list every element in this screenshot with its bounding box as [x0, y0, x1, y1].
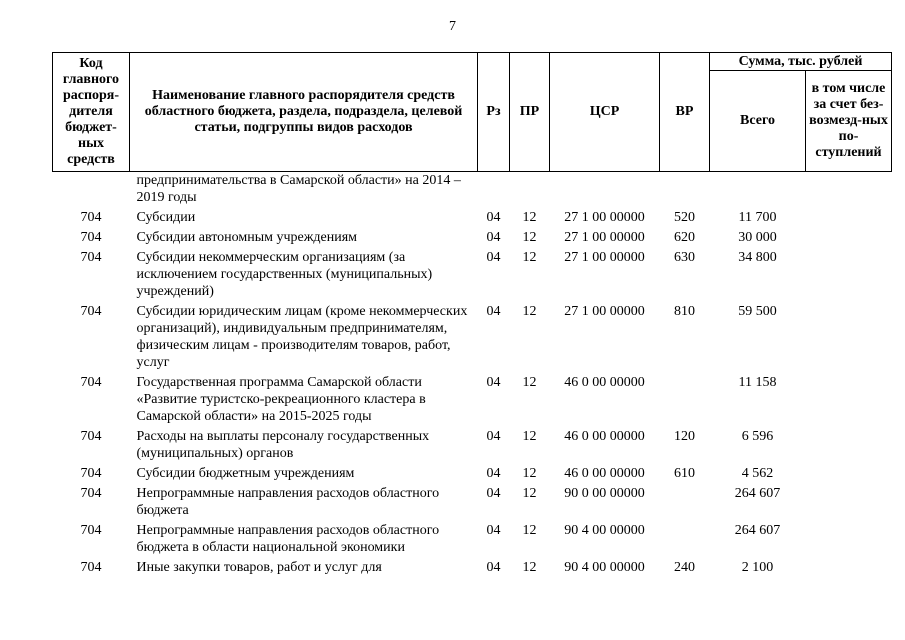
- header-total: Всего: [710, 71, 806, 172]
- cell-incl: [806, 374, 892, 428]
- cell-pr: 12: [522, 523, 537, 538]
- cell-total: 30 000: [738, 230, 777, 245]
- cell-incl: [806, 522, 892, 559]
- cell-vr: 240: [674, 560, 695, 575]
- cell-total: 264 607: [734, 523, 781, 538]
- cell-rz: 04: [486, 486, 501, 501]
- cell-rz: 04: [486, 560, 501, 575]
- cell-pr: 12: [522, 230, 537, 245]
- cell-rz: 04: [486, 230, 501, 245]
- header-sum: Сумма, тыс. рублей: [710, 53, 892, 71]
- cell-pr: 12: [522, 304, 537, 319]
- cell-rz: 04: [486, 210, 501, 225]
- cell-total: 11 700: [738, 210, 777, 225]
- cell-rz: 04: [486, 523, 501, 538]
- cell-code: 704: [80, 466, 102, 481]
- table-header: [53, 53, 892, 172]
- cell-name: Непрограммные направления расходов областного бюджета в области национальной экономики: [136, 523, 440, 555]
- cell-total: 264 607: [734, 486, 781, 501]
- cell-code: 704: [80, 486, 102, 501]
- cell-incl: [806, 428, 892, 465]
- cell-csr: 90 4 00 00000: [564, 523, 645, 538]
- cell-incl: [806, 229, 892, 249]
- cell-name: Непрограммные направления расходов областного бюджета: [136, 486, 440, 518]
- cell-incl: [806, 249, 892, 303]
- cell-pr: 12: [522, 375, 537, 390]
- table-row: [53, 559, 892, 579]
- cell-csr: 27 1 00 00000: [564, 210, 645, 225]
- cell-csr: 90 4 00 00000: [564, 560, 645, 575]
- cell-rz: 04: [486, 375, 501, 390]
- header-rz: Рз: [478, 53, 510, 172]
- cell-incl: [806, 172, 892, 210]
- cell-name: Субсидии юридическим лицам (кроме некоммерческих организаций), индивидуальным предпринимателям, физическим лицам - производителям товаров, работ, услуг: [136, 304, 468, 370]
- table-row: [53, 303, 892, 374]
- table-row: [53, 374, 892, 428]
- table-row: [53, 428, 892, 465]
- cell-name: Государственная программа Самарской области «Развитие туристско-рекреационного кластера в Самарской области» на 2015-2025 годы: [136, 375, 426, 424]
- cell-pr: 12: [522, 429, 537, 444]
- cell-vr: 520: [674, 210, 695, 225]
- cell-vr: 610: [674, 466, 695, 481]
- cell-rz: 04: [486, 250, 501, 265]
- cell-vr: 810: [674, 304, 695, 319]
- cell-total: [710, 172, 806, 210]
- header-csr: ЦСР: [550, 53, 660, 172]
- cell-vr: [660, 172, 710, 210]
- cell-csr: 27 1 00 00000: [564, 304, 645, 319]
- cell-rz: 04: [486, 304, 501, 319]
- cell-pr: [510, 172, 550, 210]
- cell-code: 704: [80, 304, 102, 319]
- table-body: [53, 172, 892, 580]
- cell-csr: [550, 172, 660, 210]
- cell-code: 704: [80, 523, 102, 538]
- cell-total: 2 100: [741, 560, 774, 575]
- cell-pr: 12: [522, 560, 537, 575]
- cell-name: Субсидии автономным учреждениям: [136, 230, 358, 245]
- cell-csr: 90 0 00 00000: [564, 486, 645, 501]
- cell-code: 704: [80, 230, 102, 245]
- table-row: [53, 209, 892, 229]
- cell-pr: 12: [522, 486, 537, 501]
- cell-rz: 04: [486, 466, 501, 481]
- cell-vr: [660, 485, 710, 522]
- cell-code: 704: [80, 429, 102, 444]
- cell-csr: 46 0 00 00000: [564, 429, 645, 444]
- cell-vr: [660, 374, 710, 428]
- cell-code: 704: [80, 250, 102, 265]
- header-incl: в том числе за счет без-возмезд-ных по-ступлений: [806, 71, 892, 172]
- cell-name: Расходы на выплаты персоналу государственных (муниципальных) органов: [136, 429, 430, 461]
- cell-total: 59 500: [738, 304, 777, 319]
- table-row: [53, 172, 892, 210]
- cell-pr: 12: [522, 250, 537, 265]
- cell-incl: [806, 485, 892, 522]
- cell-name: Иные закупки товаров, работ и услуг для: [136, 560, 382, 575]
- table-row: [53, 485, 892, 522]
- cell-vr: 120: [674, 429, 695, 444]
- cell-total: 6 596: [741, 429, 774, 444]
- cell-vr: 620: [674, 230, 695, 245]
- cell-code: 704: [80, 560, 102, 575]
- cell-pr: 12: [522, 210, 537, 225]
- cell-incl: [806, 559, 892, 579]
- table-row: [53, 522, 892, 559]
- cell-name: Субсидии: [136, 210, 196, 225]
- cell-code: [53, 172, 130, 210]
- cell-incl: [806, 209, 892, 229]
- cell-total: 4 562: [741, 466, 774, 481]
- cell-name: Субсидии некоммерческим организациям (за исключением государственных (муниципальных) учреждений): [136, 250, 433, 299]
- cell-rz: 04: [486, 429, 501, 444]
- cell-code: 704: [80, 210, 102, 225]
- cell-total: 11 158: [738, 375, 777, 390]
- cell-incl: [806, 465, 892, 485]
- cell-name: Субсидии бюджетным учреждениям: [136, 466, 355, 481]
- cell-vr: [660, 522, 710, 559]
- table-row: [53, 465, 892, 485]
- cell-csr: 46 0 00 00000: [564, 375, 645, 390]
- header-pr: ПР: [510, 53, 550, 172]
- cell-rz: [478, 172, 510, 210]
- header-code: Код главного распоря-дителя бюджет-ных средств: [53, 53, 130, 172]
- table-row: [53, 229, 892, 249]
- cell-csr: 46 0 00 00000: [564, 466, 645, 481]
- cell-csr: 27 1 00 00000: [564, 250, 645, 265]
- cell-csr: 27 1 00 00000: [564, 230, 645, 245]
- cell-pr: 12: [522, 466, 537, 481]
- cell-code: 704: [80, 375, 102, 390]
- header-name: Наименование главного распорядителя средств областного бюджета, раздела, подраздела, целевой статьи, подгруппы видов расходов: [130, 53, 478, 172]
- cell-incl: [806, 303, 892, 374]
- cell-name: предпринимательства в Самарской области» на 2014 – 2019 годы: [136, 173, 461, 205]
- table-row: [53, 249, 892, 303]
- cell-vr: 630: [674, 250, 695, 265]
- cell-total: 34 800: [738, 250, 777, 265]
- budget-table: [52, 52, 892, 579]
- header-vr: ВР: [660, 53, 710, 172]
- page-number: 7: [449, 19, 456, 34]
